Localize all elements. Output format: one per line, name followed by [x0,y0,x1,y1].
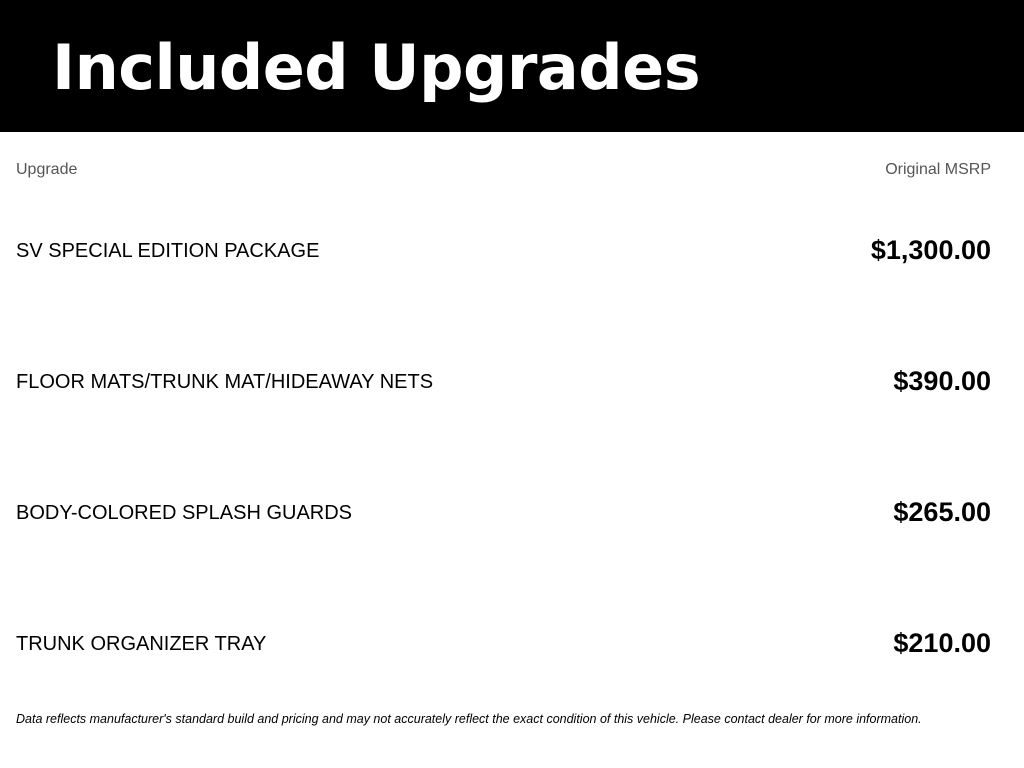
page-title: Included Upgrades [52,31,701,104]
upgrade-name: SV SPECIAL EDITION PACKAGE [16,240,320,262]
upgrade-row [0,623,1024,663]
upgrade-row [0,230,1024,270]
upgrade-price: $1,300.00 [870,235,991,265]
upgrade-name: TRUNK ORGANIZER TRAY [16,633,267,655]
upgrade-name: BODY-COLORED SPLASH GUARDS [16,502,353,524]
upgrade-row [0,492,1024,532]
disclaimer-text: Data reflects manufacturer's standard build and pricing and may not accurately reflect the exact condition of this vehicle. Please contact dealer for more information. [16,712,922,726]
upgrade-price: $265.00 [893,497,991,527]
column-header-msrp: Original MSRP [885,161,991,178]
header-banner [0,0,1024,132]
upgrade-row [0,361,1024,401]
upgrade-name: FLOOR MATS/TRUNK MAT/HIDEAWAY NETS [16,371,434,393]
upgrade-price: $210.00 [893,628,991,658]
column-header-upgrade: Upgrade [16,161,78,178]
upgrade-price: $390.00 [893,366,991,396]
